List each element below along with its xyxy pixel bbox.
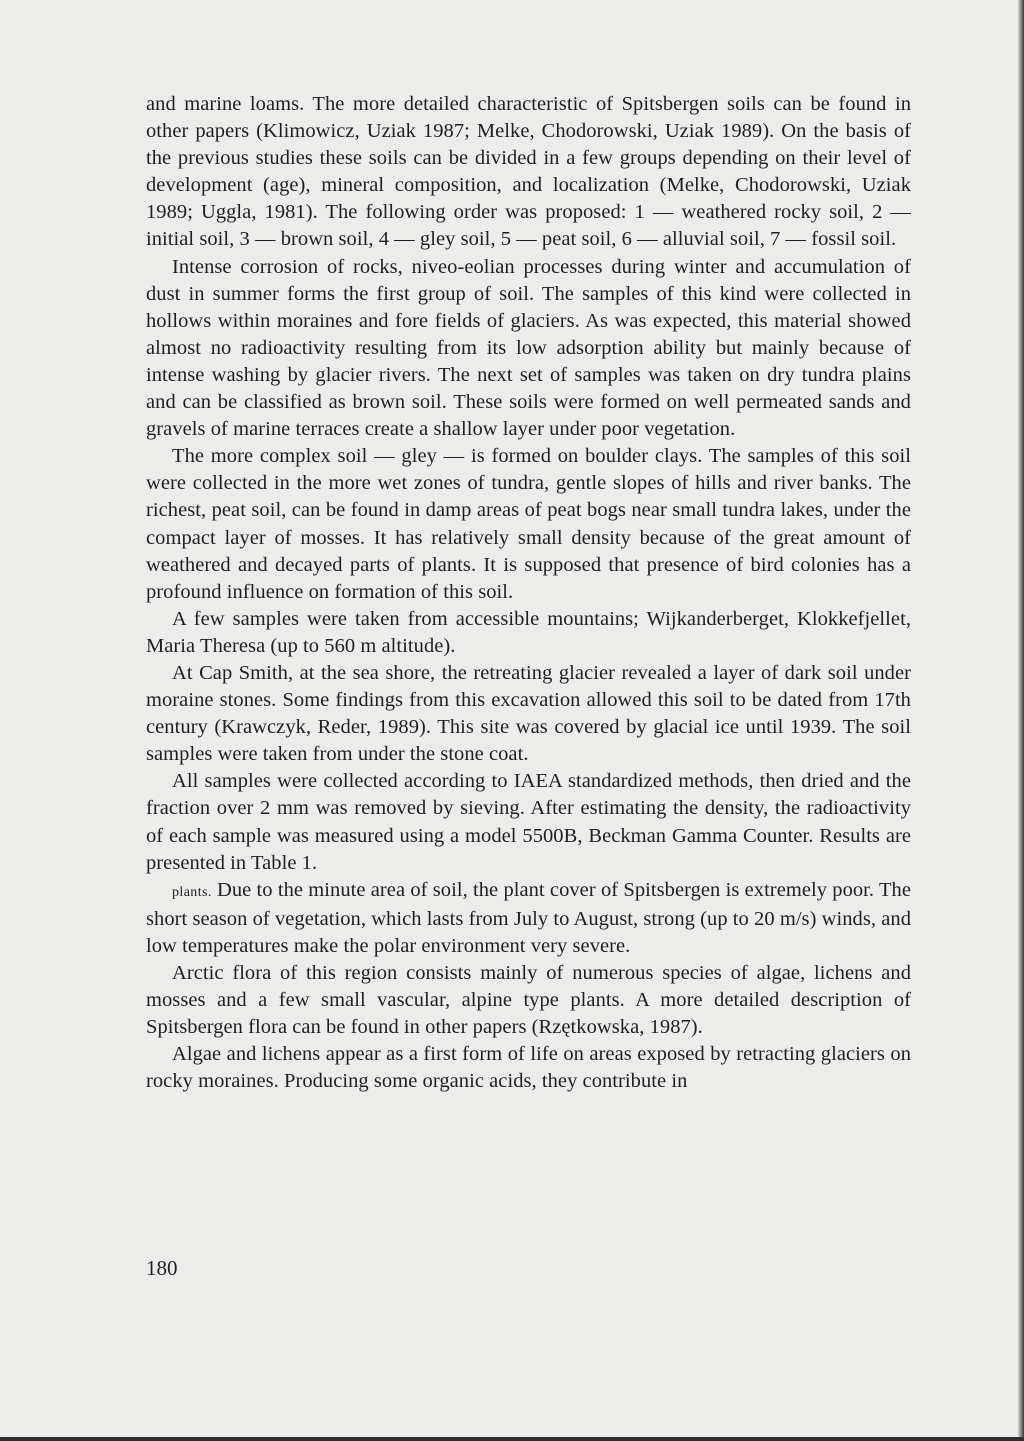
paragraph: All samples were collected according to IAEA standardized methods, then dried and the fraction over 2 mm was removed by sieving. After estimating the density, the radioactivity of each sample was measured using a model 5500B, Beckman Gamma Counter. Results are presented in Table 1. [146,770,911,874]
paragraph: A few samples were taken from accessible mountains; Wijkanderberget, Klokkefjellet, Maria Theresa (up to 560 m altitude). [146,607,911,657]
paragraph: The more complex soil — gley — is formed on boulder clays. The samples of this soil were collected in the more wet zones of tundra, gentle slopes of hills and river banks. The richest, peat soil, can be found in damp areas of peat bogs near small tundra lakes, under the compact layer of mosses. It has relatively small density because of the great amount of weathered and decayed parts of plants. It is supposed that presence of bird colonies has a profound influence on formation of this soil. [146,445,911,603]
scan-edge-right [1018,0,1024,1441]
paragraph: Intense corrosion of rocks, niveo-eolian processes during winter and accumulation of dust in summer forms the first group of soil. The samples of this kind were collected in hollows within moraines and fore fields of glaciers. As was expected, this material showed almost no radioactivity resulting from its low adsorption ability but mainly because of intense washing by glacier rivers. The next set of samples was taken on dry tundra plains and can be classified as brown soil. These soils were formed on well permeated sands and gravels of marine terraces create a shallow layer under poor vegetation. [146,255,911,441]
scan-edge-bottom [0,1437,1024,1441]
body-text [146,91,911,1095]
paragraph-plants [146,877,911,960]
paragraph: At Cap Smith, at the sea shore, the retreating glacier revealed a layer of dark soil under moraine stones. Some findings from this excavation allowed this soil to be dated from 17th century (Krawczyk, Reder, 1989). This site was covered by glacial ice until 1939. The soil samples were taken from under the stone coat. [146,661,911,766]
paragraph: Algae and lichens appear as a first form of life on areas exposed by retracting glaciers on rocky moraines. Producing some organic acids, they contribute in [146,1043,911,1093]
paragraph: Arctic flora of this region consists mainly of numerous species of algae, lichens and mosses and a few small vascular, alpine type plants. A more detailed description of Spitsbergen flora can be found in other papers (Rzętkowska, 1987). [146,962,911,1039]
paragraph: and marine loams. The more detailed characteristic of Spitsbergen soils can be found in other papers (Klimowicz, Uziak 1987; Melke, Chodorowski, Uziak 1989). On the basis of the previous studies these soils can be divided in a few groups depending on their level of development (age), mineral composition, and localization (Melke, Chodorowski, Uziak 1989; Uggla, 1981). The following order was proposed: 1 — weathered rocky soil, 2 — initial soil, 3 — brown soil, 4 — gley soil, 5 — peat soil, 6 — alluvial soil, 7 — fossil soil. [146,93,911,251]
section-lead-plants: plants. [172,884,212,900]
page-number: 180 [146,1256,178,1280]
paragraph-text: Due to the minute area of soil, the plant cover of Spitsbergen is extremely poor. The short season of vegetation, which lasts from July to August, strong (up to 20 m/s) winds, and low temperatures make the polar environment very severe. [146,878,911,957]
